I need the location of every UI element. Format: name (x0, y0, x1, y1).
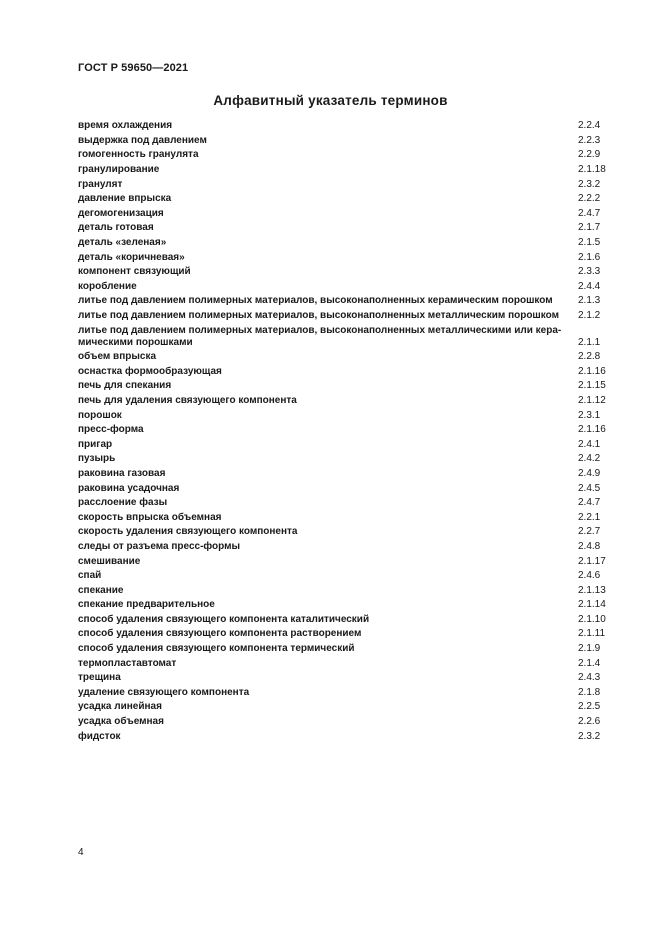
index-term: пригар (78, 438, 113, 450)
index-entry (78, 715, 610, 730)
index-section-ref: 2.4.2 (578, 453, 601, 465)
index-section-ref: 2.4.1 (578, 438, 601, 450)
index-entry (78, 671, 610, 686)
index-section-ref: 2.1.10 (578, 613, 606, 625)
index-section-ref: 2.2.1 (578, 511, 601, 523)
index-section-ref: 2.4.3 (578, 672, 601, 684)
index-term: удаление связующего компонента (78, 686, 250, 698)
index-entry (78, 437, 610, 452)
index-entry (78, 467, 610, 482)
index-entry (78, 350, 610, 365)
index-section-ref: 2.1.16 (578, 365, 606, 377)
index-section-ref: 2.1.2 (578, 310, 601, 322)
index-term: литье под давлением полимерных материалов, высоконаполненных металлическими или кера-мическими порошками (78, 324, 562, 348)
index-term: пузырь (78, 453, 116, 465)
index-entry (78, 656, 610, 671)
index-term: скорость впрыска объемная (78, 511, 222, 523)
index-section-ref: 2.1.17 (578, 555, 606, 567)
index-section-ref: 2.2.5 (578, 701, 601, 713)
index-entry (78, 221, 610, 236)
index-entry (78, 119, 610, 134)
page-number: 4 (78, 847, 84, 858)
index-entry (78, 265, 610, 280)
index-term: время охлаждения (78, 120, 173, 132)
index-section-ref: 2.3.3 (578, 266, 601, 278)
index-section-ref: 2.3.2 (578, 178, 601, 190)
index-entry (78, 394, 610, 409)
index-term: печь для удаления связующего компонента (78, 394, 297, 406)
index-term: компонент связующий (78, 266, 191, 278)
index-section-ref: 2.2.9 (578, 149, 601, 161)
index-section-ref: 2.1.9 (578, 643, 601, 655)
index-section-ref: 2.1.14 (578, 599, 606, 611)
index-entry (78, 280, 610, 295)
index-term: спай (78, 570, 102, 582)
index-section-ref: 2.2.2 (578, 193, 601, 205)
index-entry (78, 554, 610, 569)
index-entry (78, 496, 610, 511)
index-entry (78, 525, 610, 540)
index-section-ref: 2.1.12 (578, 394, 606, 406)
index-section-ref: 2.1.3 (578, 295, 601, 307)
index-term: спекание (78, 584, 124, 596)
index-entry (78, 700, 610, 715)
index-section-ref: 2.1.7 (578, 222, 601, 234)
index-term: раковина усадочная (78, 482, 180, 494)
index-section-ref: 2.4.7 (578, 497, 601, 509)
index-entry (78, 379, 610, 394)
index-term: деталь готовая (78, 222, 154, 234)
index-entry (78, 250, 610, 265)
index-entry (78, 408, 610, 423)
index-section-ref: 2.1.18 (578, 164, 606, 176)
index-entry (78, 163, 610, 178)
index-entry (78, 309, 610, 324)
index-entry (78, 729, 610, 744)
index-entry (78, 207, 610, 222)
index-section-ref: 2.2.8 (578, 351, 601, 363)
index-entry (78, 148, 610, 163)
index-term: гранулят (78, 178, 123, 190)
index-term: литье под давлением полимерных материалов, высоконаполненных керамическим порошком (78, 295, 553, 307)
index-term: гранулирование (78, 164, 160, 176)
index-section-ref: 2.2.7 (578, 526, 601, 538)
index-section-ref: 2.1.4 (578, 657, 601, 669)
index-entry (78, 177, 610, 192)
index-term: спекание предварительное (78, 599, 215, 611)
index-term: расслоение фазы (78, 497, 168, 509)
index-entry (78, 510, 610, 525)
index-term: оснастка формообразующая (78, 365, 222, 377)
index-section-ref: 2.4.7 (578, 207, 601, 219)
index-section-ref: 2.1.8 (578, 686, 601, 698)
term-index-list (78, 119, 610, 744)
index-entry (78, 294, 610, 309)
index-term: деталь «зеленая» (78, 237, 167, 249)
index-term: печь для спекания (78, 380, 172, 392)
index-term: литье под давлением полимерных материалов, высоконаполненных металлическим порошком (78, 310, 560, 322)
index-term: фидсток (78, 730, 121, 742)
page-title: Алфавитный указатель терминов (213, 93, 448, 108)
index-term: давление впрыска (78, 193, 172, 205)
index-entry (78, 540, 610, 555)
index-entry (78, 134, 610, 149)
index-entry (78, 686, 610, 701)
index-term: следы от разъема пресс-формы (78, 540, 241, 552)
index-section-ref: 2.1.1 (578, 336, 601, 348)
index-term: способ удаления связующего компонента растворением (78, 628, 362, 640)
index-term: порошок (78, 409, 122, 421)
index-term: способ удаления связующего компонента термический (78, 643, 355, 655)
index-entry (78, 481, 610, 496)
index-section-ref: 2.4.8 (578, 540, 601, 552)
index-section-ref: 2.1.16 (578, 424, 606, 436)
index-section-ref: 2.1.6 (578, 251, 601, 263)
index-term: способ удаления связующего компонента каталитический (78, 613, 370, 625)
index-entry (78, 583, 610, 598)
index-term: коробление (78, 280, 137, 292)
index-entry (78, 627, 610, 642)
index-term: пресс-форма (78, 424, 144, 436)
index-entry (78, 642, 610, 657)
index-section-ref: 2.2.6 (578, 716, 601, 728)
document-header: ГОСТ Р 59650—2021 (78, 62, 189, 74)
index-term: дегомогенизация (78, 207, 164, 219)
index-section-ref: 2.1.13 (578, 584, 606, 596)
index-term: раковина газовая (78, 467, 166, 479)
index-section-ref: 2.4.9 (578, 467, 601, 479)
index-section-ref: 2.4.4 (578, 280, 601, 292)
index-entry (78, 192, 610, 207)
index-term: выдержка под давлением (78, 134, 207, 146)
index-term: усадка линейная (78, 701, 162, 713)
index-entry (78, 569, 610, 584)
index-term: гомогенность гранулята (78, 149, 199, 161)
index-entry (78, 365, 610, 380)
index-section-ref: 2.1.5 (578, 237, 601, 249)
index-entry (78, 613, 610, 628)
index-term: трещина (78, 672, 121, 684)
index-term: термопластавтомат (78, 657, 177, 669)
index-term: скорость удаления связующего компонента (78, 526, 298, 538)
index-section-ref: 2.1.15 (578, 380, 606, 392)
index-term: смешивание (78, 555, 141, 567)
index-section-ref: 2.4.5 (578, 482, 601, 494)
index-entry (78, 452, 610, 467)
index-term: деталь «коричневая» (78, 251, 185, 263)
index-section-ref: 2.2.3 (578, 134, 601, 146)
index-entry (78, 598, 610, 613)
index-entry (78, 423, 610, 438)
index-entry (78, 323, 610, 350)
index-section-ref: 2.4.6 (578, 570, 601, 582)
index-section-ref: 2.3.1 (578, 409, 601, 421)
index-entry (78, 236, 610, 251)
index-section-ref: 2.3.2 (578, 730, 601, 742)
index-section-ref: 2.1.11 (578, 628, 606, 640)
index-term: объем впрыска (78, 351, 157, 363)
index-section-ref: 2.2.4 (578, 120, 601, 132)
index-term: усадка объемная (78, 716, 164, 728)
